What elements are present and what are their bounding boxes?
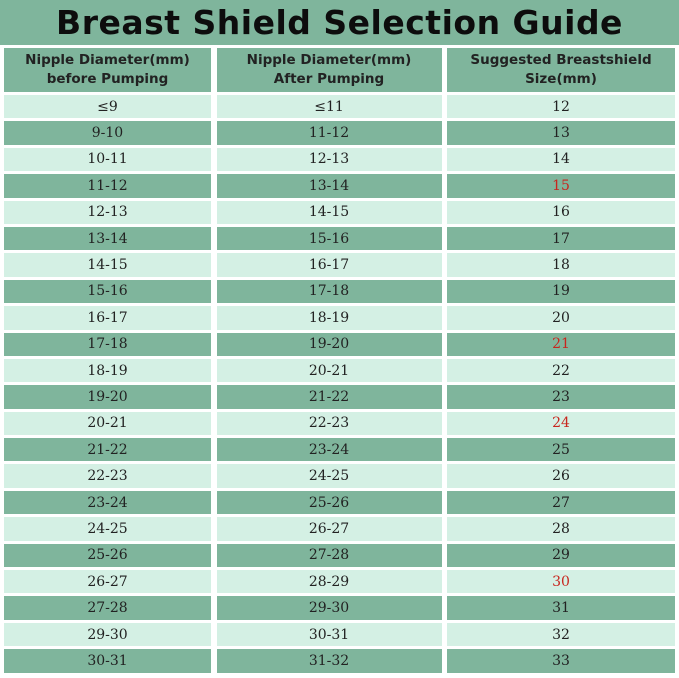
- cell-suggested-size: 21: [447, 333, 675, 356]
- cell-after-pumping: 12-13: [217, 148, 442, 171]
- cell-before-pumping: 11-12: [4, 174, 211, 197]
- cell-after-pumping: 18-19: [217, 306, 442, 329]
- cell-after-pumping: ≤11: [217, 95, 442, 118]
- cell-suggested-size: 12: [447, 95, 675, 118]
- cell-after-pumping: 19-20: [217, 333, 442, 356]
- cell-suggested-size: 26: [447, 464, 675, 487]
- size-table: [4, 48, 675, 673]
- cell-suggested-size: 28: [447, 517, 675, 540]
- cell-before-pumping: 15-16: [4, 280, 211, 303]
- cell-suggested-size: 27: [447, 491, 675, 514]
- cell-before-pumping: 23-24: [4, 491, 211, 514]
- cell-before-pumping: ≤9: [4, 95, 211, 118]
- cell-suggested-size: 13: [447, 121, 675, 144]
- cell-before-pumping: 12-13: [4, 201, 211, 224]
- cell-suggested-size: 23: [447, 385, 675, 408]
- cell-before-pumping: 18-19: [4, 359, 211, 382]
- cell-after-pumping: 29-30: [217, 596, 442, 619]
- cell-after-pumping: 30-31: [217, 623, 442, 646]
- cell-after-pumping: 14-15: [217, 201, 442, 224]
- cell-before-pumping: 24-25: [4, 517, 211, 540]
- page-title: Breast Shield Selection Guide: [0, 0, 679, 45]
- cell-before-pumping: 10-11: [4, 148, 211, 171]
- cell-after-pumping: 15-16: [217, 227, 442, 250]
- cell-after-pumping: 25-26: [217, 491, 442, 514]
- cell-suggested-size: 30: [447, 570, 675, 593]
- cell-before-pumping: 13-14: [4, 227, 211, 250]
- cell-after-pumping: 16-17: [217, 253, 442, 276]
- cell-before-pumping: 20-21: [4, 412, 211, 435]
- header-after-pumping: Nipple Diameter(mm) After Pumping: [217, 48, 442, 92]
- cell-suggested-size: 17: [447, 227, 675, 250]
- cell-before-pumping: 22-23: [4, 464, 211, 487]
- cell-before-pumping: 30-31: [4, 649, 211, 672]
- cell-before-pumping: 16-17: [4, 306, 211, 329]
- cell-after-pumping: 31-32: [217, 649, 442, 672]
- cell-suggested-size: 16: [447, 201, 675, 224]
- cell-after-pumping: 20-21: [217, 359, 442, 382]
- cell-before-pumping: 29-30: [4, 623, 211, 646]
- cell-before-pumping: 17-18: [4, 333, 211, 356]
- cell-suggested-size: 15: [447, 174, 675, 197]
- cell-before-pumping: 14-15: [4, 253, 211, 276]
- cell-suggested-size: 29: [447, 544, 675, 567]
- cell-suggested-size: 18: [447, 253, 675, 276]
- cell-suggested-size: 32: [447, 623, 675, 646]
- cell-after-pumping: 22-23: [217, 412, 442, 435]
- cell-before-pumping: 9-10: [4, 121, 211, 144]
- cell-suggested-size: 20: [447, 306, 675, 329]
- cell-after-pumping: 23-24: [217, 438, 442, 461]
- cell-after-pumping: 11-12: [217, 121, 442, 144]
- cell-before-pumping: 21-22: [4, 438, 211, 461]
- cell-suggested-size: 22: [447, 359, 675, 382]
- cell-before-pumping: 27-28: [4, 596, 211, 619]
- cell-suggested-size: 24: [447, 412, 675, 435]
- cell-after-pumping: 13-14: [217, 174, 442, 197]
- header-before-pumping: Nipple Diameter(mm) before Pumping: [4, 48, 211, 92]
- cell-suggested-size: 31: [447, 596, 675, 619]
- cell-after-pumping: 27-28: [217, 544, 442, 567]
- cell-after-pumping: 28-29: [217, 570, 442, 593]
- header-suggested-size: Suggested Breastshield Size(mm): [447, 48, 675, 92]
- cell-suggested-size: 19: [447, 280, 675, 303]
- cell-after-pumping: 24-25: [217, 464, 442, 487]
- cell-suggested-size: 25: [447, 438, 675, 461]
- cell-before-pumping: 25-26: [4, 544, 211, 567]
- cell-suggested-size: 14: [447, 148, 675, 171]
- cell-after-pumping: 26-27: [217, 517, 442, 540]
- cell-suggested-size: 33: [447, 649, 675, 672]
- cell-before-pumping: 26-27: [4, 570, 211, 593]
- cell-before-pumping: 19-20: [4, 385, 211, 408]
- cell-after-pumping: 21-22: [217, 385, 442, 408]
- cell-after-pumping: 17-18: [217, 280, 442, 303]
